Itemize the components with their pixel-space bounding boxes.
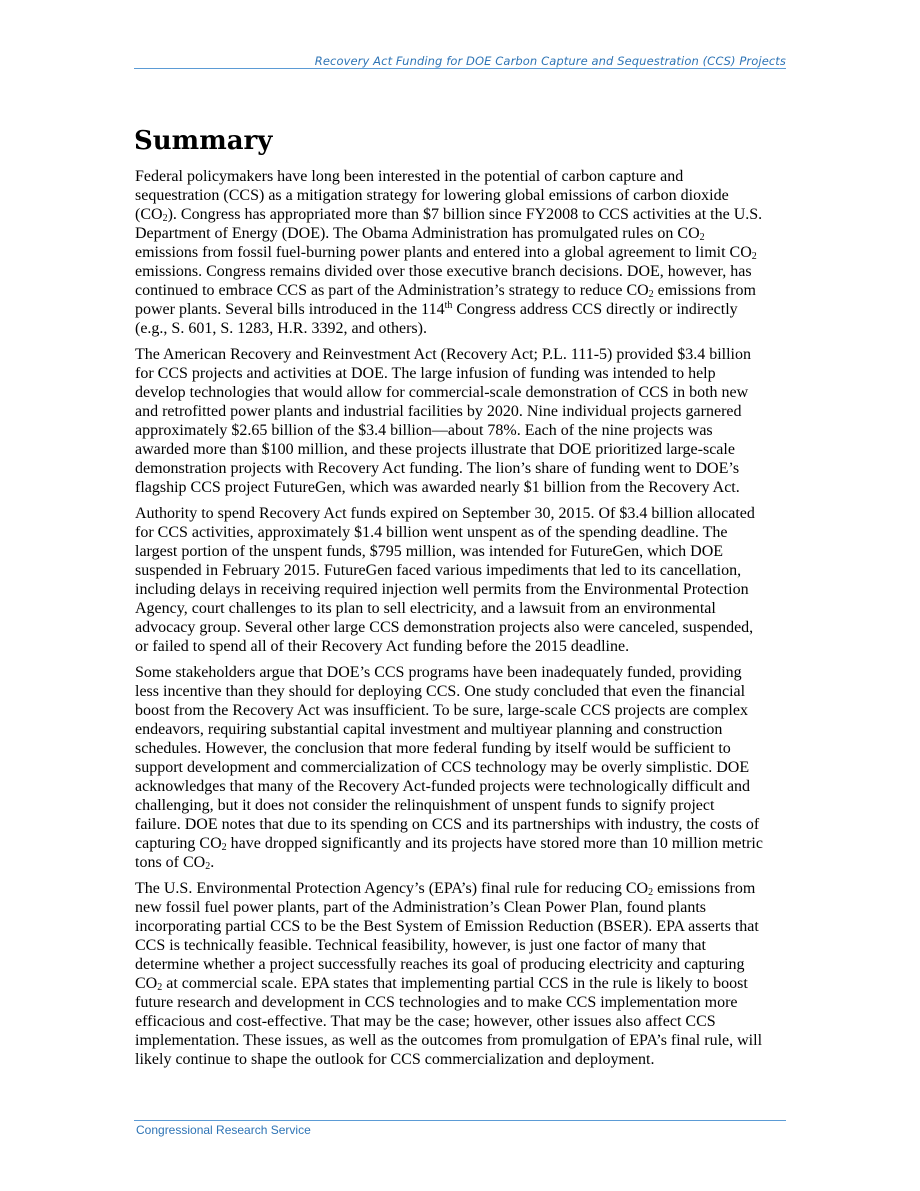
text-run: schedules. However, the conclusion that more federal funding by itself would be sufficient to [135, 740, 731, 757]
text-line [135, 599, 787, 618]
text-run: largest portion of the unspent funds, $795 million, was intended for FutureGen, which DOE [135, 543, 724, 560]
text-run: and retrofitted power plants and industrial facilities by 2020. Nine individual projects garnered [135, 403, 742, 420]
text-line [135, 701, 787, 720]
text-line [135, 224, 787, 243]
text-line [135, 383, 787, 402]
text-line [135, 796, 787, 815]
text-line [135, 580, 787, 599]
section-title: Summary [134, 126, 273, 156]
text-run: flagship CCS project FutureGen, which was awarded nearly $1 billion from the Recovery Act. [135, 479, 740, 496]
text-run: power plants. Several bills introduced in the 114 [135, 301, 445, 318]
text-run: including delays in receiving required injection well permits from the Environmental Protection [135, 581, 749, 598]
text-run: for CCS activities, approximately $1.4 billion went unspent as of the spending deadline. The [135, 524, 728, 541]
text-run: future research and development in CCS technologies and to make CCS implementation more [135, 994, 738, 1011]
text-run: less incentive than they should for deploying CCS. One study concluded that even the financial [135, 683, 746, 700]
text-line [135, 758, 787, 777]
text-run: Federal policymakers have long been interested in the potential of carbon capture and [135, 168, 684, 185]
text-line [135, 993, 787, 1012]
summary-paragraph [135, 167, 787, 338]
text-line [135, 167, 787, 186]
text-run: The U.S. Environmental Protection Agency’s (EPA’s) final rule for reducing CO [135, 880, 649, 897]
text-line [135, 345, 787, 364]
subscript: 2 [162, 213, 168, 224]
text-line [135, 542, 787, 561]
footer-rule [134, 1120, 786, 1121]
subscript: 2 [751, 251, 757, 262]
text-line [135, 1012, 787, 1031]
text-run: Agency, court challenges to its plan to sell electricity, and a lawsuit from an environmental [135, 600, 716, 617]
text-line [135, 421, 787, 440]
text-line [135, 739, 787, 758]
text-run: demonstration projects with Recovery Act funding. The lion’s share of funding went to DOE’s [135, 460, 740, 477]
text-run: develop technologies that would allow for commercial-scale demonstration of CCS in both new [135, 384, 749, 401]
text-line [135, 936, 787, 955]
text-run: awarded more than $100 million, and these projects illustrate that DOE prioritized large-scale [135, 441, 735, 458]
text-line [135, 1031, 787, 1050]
text-run: ). Congress has appropriated more than $7 billion since FY2008 to CCS activities at the U.S. [167, 206, 763, 223]
text-line [135, 319, 787, 338]
text-run: sequestration (CCS) as a mitigation strategy for lowering global emissions of carbon dioxide [135, 187, 729, 204]
text-line [135, 205, 787, 224]
text-line [135, 879, 787, 898]
text-line [135, 834, 787, 853]
text-run: new fossil fuel power plants, part of the Administration’s Clean Power Plan, found plants [135, 899, 707, 916]
text-line [135, 300, 787, 319]
text-run: suspended in February 2015. FutureGen faced various impediments that led to its cancellation, [135, 562, 742, 579]
text-run: for CCS projects and activities at DOE. The large infusion of funding was intended to help [135, 365, 716, 382]
subscript: 2 [648, 289, 654, 300]
header-rule [134, 68, 786, 69]
text-line [135, 504, 787, 523]
text-run: implementation. These issues, as well as the outcomes from promulgation of EPA’s final rule, will [135, 1032, 763, 1049]
text-run: Authority to spend Recovery Act funds expired on September 30, 2015. Of $3.4 billion allocated [135, 505, 755, 522]
running-header: Recovery Act Funding for DOE Carbon Capture and Sequestration (CCS) Projects [314, 54, 786, 68]
text-run: (e.g., S. 601, S. 1283, H.R. 3392, and others). [135, 320, 427, 337]
text-run: CCS is technically feasible. Technical feasibility, however, is just one factor of many that [135, 937, 706, 954]
text-run: failure. DOE notes that due to its spending on CCS and its partnerships with industry, the costs of [135, 816, 760, 833]
text-run: determine whether a project successfully reaches its goal of producing electricity and capturing [135, 956, 745, 973]
text-run: emissions from [653, 282, 756, 299]
text-line [135, 974, 787, 993]
text-run: have dropped significantly and its projects have stored more than 10 million metric [226, 835, 763, 852]
text-run: (CO [135, 206, 163, 223]
subscript: 2 [221, 842, 227, 853]
text-line [135, 523, 787, 542]
text-line [135, 815, 787, 834]
text-line [135, 1050, 787, 1069]
summary-paragraph [135, 504, 787, 656]
text-line [135, 402, 787, 421]
text-line [135, 478, 787, 497]
text-line [135, 262, 787, 281]
subscript: 2 [648, 887, 654, 898]
text-line [135, 281, 787, 300]
text-line [135, 637, 787, 656]
text-line [135, 720, 787, 739]
subscript: 2 [205, 861, 211, 872]
text-run: efficacious and cost-effective. That may be the case; however, other issues also affect CCS [135, 1013, 716, 1030]
text-line [135, 898, 787, 917]
subscript: 2 [699, 232, 705, 243]
text-run: emissions from fossil fuel-burning power plants and entered into a global agreement to limit CO [135, 244, 752, 261]
text-run: CO [135, 975, 158, 992]
text-line [135, 955, 787, 974]
text-line [135, 186, 787, 205]
text-run: advocacy group. Several other large CCS demonstration projects also were canceled, suspended, [135, 619, 754, 636]
text-run: at commercial scale. EPA states that implementing partial CCS in the rule is likely to boost [162, 975, 748, 992]
summary-paragraph [135, 879, 787, 1069]
text-run: incorporating partial CCS to be the Best System of Emission Reduction (BSER). EPA asserts that [135, 918, 759, 935]
text-run: continued to embrace CCS as part of the Administration’s strategy to reduce CO [135, 282, 649, 299]
superscript: th [444, 300, 453, 311]
text-line [135, 561, 787, 580]
text-run: capturing CO [135, 835, 222, 852]
text-run: emissions from [653, 880, 756, 897]
text-run: The American Recovery and Reinvestment Act (Recovery Act; P.L. 111-5) provided $3.4 billion [135, 346, 751, 363]
text-run: tons of CO [135, 854, 206, 871]
text-run: likely continue to shape the outlook for CCS commercialization and deployment. [135, 1051, 655, 1068]
text-line [135, 663, 787, 682]
text-line [135, 618, 787, 637]
text-run: Department of Energy (DOE). The Obama Administration has promulgated rules on CO [135, 225, 700, 242]
text-line [135, 440, 787, 459]
text-run: emissions. Congress remains divided over those executive branch decisions. DOE, however, has [135, 263, 752, 280]
text-run: . [210, 854, 215, 871]
text-run: boost from the Recovery Act was insufficient. To be sure, large-scale CCS projects are complex [135, 702, 748, 719]
text-run: Congress address CCS directly or indirectly [452, 301, 738, 318]
text-line [135, 243, 787, 262]
text-run: support development and commercialization of CCS technology may be overly simplistic. DOE [135, 759, 750, 776]
text-line [135, 917, 787, 936]
text-line [135, 682, 787, 701]
text-line [135, 364, 787, 383]
summary-paragraph [135, 663, 787, 872]
text-run: Some stakeholders argue that DOE’s CCS programs have been inadequately funded, providing [135, 664, 742, 681]
subscript: 2 [157, 982, 163, 993]
text-run: approximately $2.65 billion of the $3.4 billion—about 78%. Each of the nine projects was [135, 422, 713, 439]
text-run: or failed to spend all of their Recovery Act funding before the 2015 deadline. [135, 638, 630, 655]
summary-paragraph [135, 345, 787, 497]
footer-organization: Congressional Research Service [136, 1123, 311, 1137]
text-run: endeavors, requiring substantial capital investment and multiyear planning and construction [135, 721, 723, 738]
text-run: acknowledges that many of the Recovery Act-funded projects were technologically difficult and [135, 778, 751, 795]
summary-body [135, 167, 787, 1076]
text-line [135, 777, 787, 796]
text-line [135, 459, 787, 478]
text-run: challenging, but it does not consider the relinquishment of unspent funds to signify project [135, 797, 715, 814]
text-line [135, 853, 787, 872]
